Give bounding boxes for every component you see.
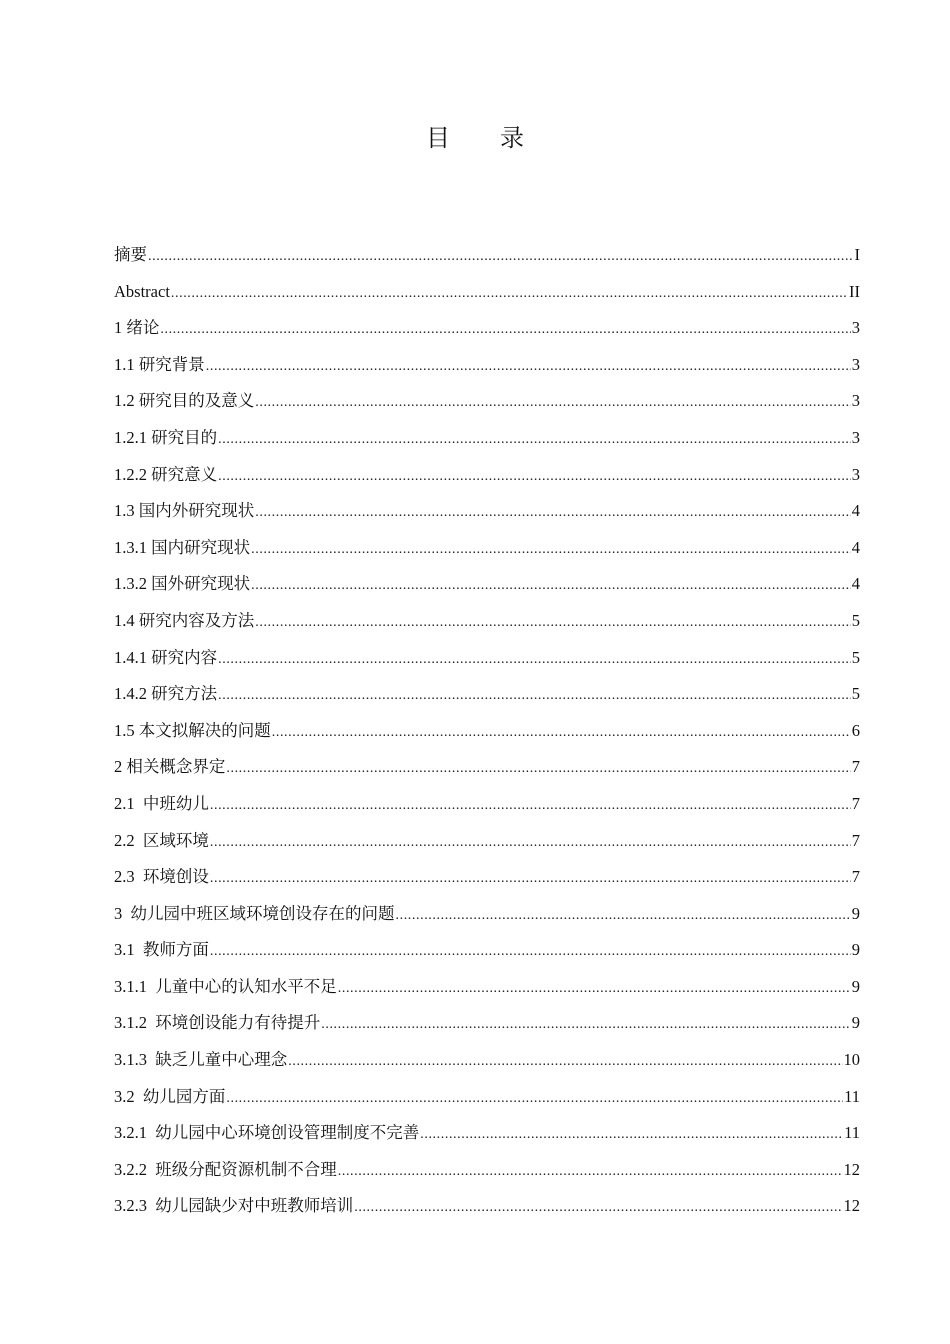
toc-entry-label: 1.1 研究背景: [114, 354, 205, 374]
toc-entry-page-number: 4: [851, 537, 860, 557]
toc-dot-leader: [338, 1157, 843, 1187]
toc-entry[interactable]: [114, 350, 860, 387]
toc-entry-page-number: 9: [851, 1013, 860, 1033]
toc-entry-label: 1 绪论: [114, 318, 160, 338]
toc-dot-leader: [226, 1084, 843, 1114]
toc-entry[interactable]: [114, 1045, 860, 1082]
toc-dot-leader: [210, 791, 851, 821]
toc-entry-page-number: 4: [851, 501, 860, 521]
toc-entry-page-number: 10: [843, 1050, 860, 1070]
toc-entry[interactable]: [114, 240, 860, 277]
toc-entry-label: 3 幼儿园中班区域环境创设存在的问题: [114, 903, 395, 923]
toc-entry-page-number: 7: [851, 757, 860, 777]
toc-dot-leader: [148, 242, 854, 272]
toc-entry-label: 3.1.2 环境创设能力有待提升: [114, 1013, 321, 1033]
toc-entry-page-number: 3: [851, 354, 860, 374]
toc-dot-leader: [251, 535, 851, 565]
toc-entry-label: 3.2.1 幼儿园中心环境创设管理制度不完善: [114, 1123, 420, 1143]
toc-entry[interactable]: [114, 1082, 860, 1119]
toc-entry-label: 1.4.1 研究内容: [114, 647, 218, 667]
toc-entry-page-number: 11: [844, 1123, 860, 1143]
toc-dot-leader: [210, 937, 851, 967]
toc-dot-leader: [226, 754, 850, 784]
toc-entry-label: 1.5 本文拟解决的问题: [114, 720, 271, 740]
toc-entry[interactable]: [114, 862, 860, 899]
toc-entry[interactable]: [114, 899, 860, 936]
toc-entry[interactable]: [114, 935, 860, 972]
toc-entry[interactable]: [114, 1118, 860, 1155]
toc-dot-leader: [160, 315, 850, 345]
toc-entry-label: 2 相关概念界定: [114, 757, 226, 777]
table-of-contents: [114, 240, 860, 1228]
toc-entry[interactable]: [114, 277, 860, 314]
toc-entry-page-number: 9: [851, 903, 860, 923]
toc-dot-leader: [255, 608, 851, 638]
toc-dot-leader: [210, 864, 851, 894]
toc-entry-label: 1.3.1 国内研究现状: [114, 537, 251, 557]
toc-dot-leader: [218, 681, 851, 711]
toc-dot-leader: [218, 425, 851, 455]
toc-entry-page-number: 11: [844, 1086, 860, 1106]
toc-entry-label: 3.2 幼儿园方面: [114, 1086, 226, 1106]
toc-entry-label: 1.4.2 研究方法: [114, 684, 218, 704]
toc-dot-leader: [218, 645, 851, 675]
toc-entry-label: 1.2.2 研究意义: [114, 464, 218, 484]
toc-entry[interactable]: [114, 972, 860, 1009]
toc-entry[interactable]: [114, 643, 860, 680]
toc-entry-page-number: 3: [851, 427, 860, 447]
toc-entry-page-number: 5: [851, 647, 860, 667]
toc-entry-label: 1.2 研究目的及意义: [114, 391, 255, 411]
toc-entry[interactable]: [114, 679, 860, 716]
toc-dot-leader: [321, 1010, 851, 1040]
toc-entry-label: 1.4 研究内容及方法: [114, 610, 255, 630]
toc-entry[interactable]: [114, 789, 860, 826]
toc-entry-label: Abstract: [114, 281, 170, 301]
toc-entry-label: 2.1 中班幼儿: [114, 793, 209, 813]
toc-entry-page-number: 5: [851, 610, 860, 630]
toc-dot-leader: [255, 388, 851, 418]
toc-entry-page-number: 12: [843, 1196, 860, 1216]
toc-entry[interactable]: [114, 752, 860, 789]
toc-entry-page-number: 7: [851, 830, 860, 850]
toc-dot-leader: [251, 571, 851, 601]
toc-entry[interactable]: [114, 1191, 860, 1228]
toc-dot-leader: [272, 718, 851, 748]
toc-entry-label: 3.1.3 缺乏儿童中心理念: [114, 1050, 288, 1070]
toc-entry-page-number: 4: [851, 574, 860, 594]
toc-entry[interactable]: [114, 386, 860, 423]
toc-entry-page-number: 9: [851, 976, 860, 996]
toc-entry-label: 2.2 区域环境: [114, 830, 209, 850]
toc-dot-leader: [206, 352, 851, 382]
toc-entry-page-number: 7: [851, 793, 860, 813]
toc-entry-label: 1.2.1 研究目的: [114, 427, 218, 447]
toc-dot-leader: [218, 462, 851, 492]
toc-entry[interactable]: [114, 460, 860, 497]
toc-dot-leader: [338, 974, 851, 1004]
toc-entry-label: 1.3 国内外研究现状: [114, 501, 255, 521]
toc-dot-leader: [396, 901, 851, 931]
toc-entry-page-number: 9: [851, 940, 860, 960]
toc-entry-page-number: II: [849, 281, 860, 301]
toc-entry[interactable]: [114, 569, 860, 606]
toc-title: 目 录: [426, 126, 546, 152]
toc-entry-label: 3.1 教师方面: [114, 940, 209, 960]
toc-entry[interactable]: [114, 606, 860, 643]
toc-dot-leader: [420, 1120, 843, 1150]
toc-entry-label: 3.2.3 幼儿园缺少对中班教师培训: [114, 1196, 354, 1216]
toc-dot-leader: [171, 279, 848, 309]
toc-dot-leader: [210, 828, 851, 858]
toc-entry-page-number: 5: [851, 684, 860, 704]
toc-dot-leader: [255, 498, 851, 528]
toc-entry[interactable]: [114, 1155, 860, 1192]
toc-entry[interactable]: [114, 1008, 860, 1045]
toc-entry[interactable]: [114, 716, 860, 753]
toc-entry-page-number: I: [854, 245, 860, 264]
toc-entry-label: 3.2.2 班级分配资源机制不合理: [114, 1159, 337, 1179]
toc-entry-label: 摘要: [114, 245, 147, 264]
toc-dot-leader: [288, 1047, 842, 1077]
toc-entry-label: 2.3 环境创设: [114, 867, 209, 887]
toc-entry[interactable]: [114, 313, 860, 350]
toc-entry[interactable]: [114, 423, 860, 460]
toc-entry-label: 1.3.2 国外研究现状: [114, 574, 251, 594]
toc-entry-page-number: 3: [851, 391, 860, 411]
toc-entry-page-number: 12: [843, 1159, 860, 1179]
toc-entry-page-number: 3: [851, 464, 860, 484]
toc-entry-page-number: 7: [851, 867, 860, 887]
toc-entry-label: 3.1.1 儿童中心的认知水平不足: [114, 976, 337, 996]
toc-entry[interactable]: [114, 533, 860, 570]
toc-entry[interactable]: [114, 826, 860, 863]
toc-entry-page-number: 3: [851, 318, 860, 338]
toc-entry[interactable]: [114, 496, 860, 533]
toc-entry-page-number: 6: [851, 720, 860, 740]
toc-dot-leader: [354, 1193, 842, 1223]
